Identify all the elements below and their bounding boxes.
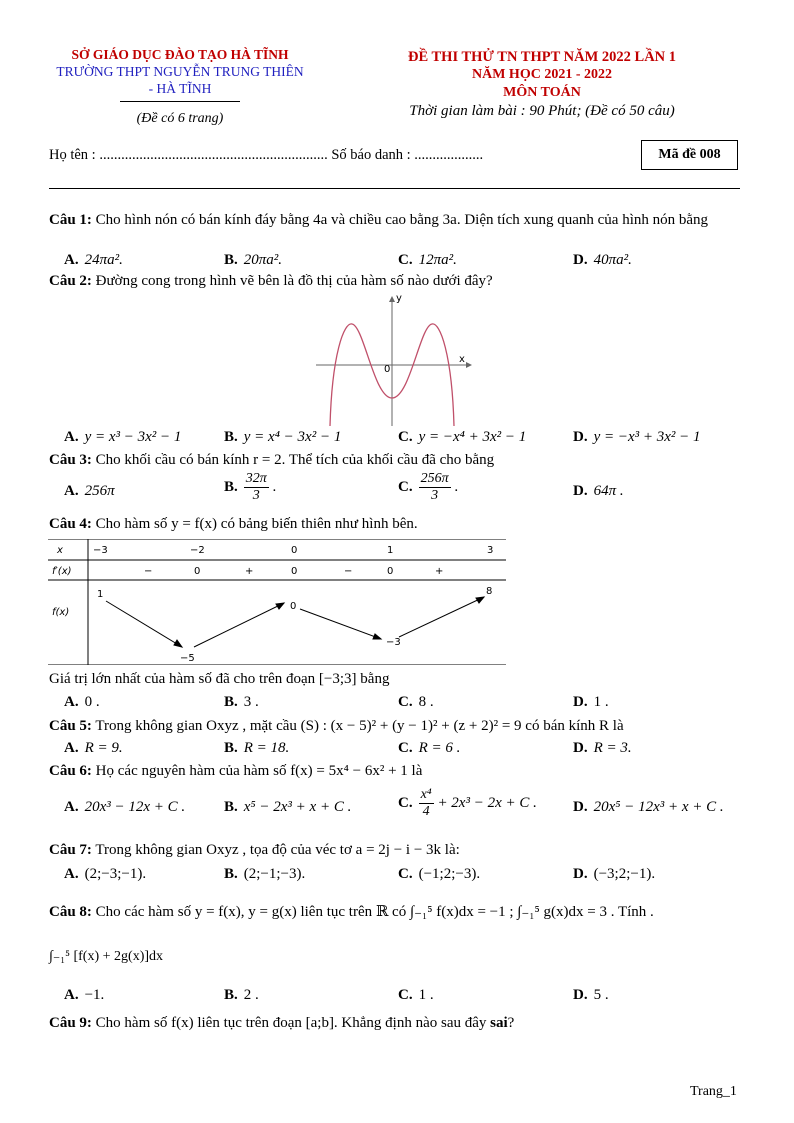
fprime-zero: 0 [387, 566, 394, 577]
q5-option-a[interactable]: A. R = 9. [64, 740, 123, 756]
q6-option-a[interactable]: A. 20x³ − 12x + C . [64, 799, 186, 815]
page-number: Trang_1 [690, 1084, 737, 1099]
x-value: −3 [93, 545, 108, 556]
header-right [372, 48, 712, 120]
question-1 [49, 210, 749, 230]
q1-option-d[interactable]: D. 40πa². [573, 252, 632, 268]
q4-option-d[interactable]: D. 1 . [573, 694, 609, 710]
x-value: 3 [487, 545, 494, 556]
q1-option-c[interactable]: C. 12πa². [398, 252, 457, 268]
fprime-sign: + [245, 566, 254, 577]
pages-note: (Đề có 6 trang) [136, 111, 224, 126]
q8-option-c[interactable]: C. 1 . [398, 987, 434, 1003]
q3-option-b[interactable]: B. $\frac{32\pi}{3}$ . [224, 471, 277, 503]
fprime-sign: + [435, 566, 444, 577]
q2-option-d[interactable]: D. y = −x³ + 3x² − 1 [573, 429, 701, 445]
school-year: NĂM HỌC 2021 - 2022 [472, 67, 612, 82]
q4-option-b[interactable]: B. 3 . [224, 694, 259, 710]
question-4-prompt: Giá trị lớn nhất của hàm số đã cho trên đoạn [−3;3] bằng [49, 671, 390, 687]
fprime-zero: 0 [194, 566, 201, 577]
exam-title: ĐỀ THI THỬ TN THPT NĂM 2022 LẦN 1 [407, 49, 677, 65]
fprime-sign: − [344, 566, 353, 577]
question-3: Câu 3: Cho khối cầu có bán kính r = 2. Thể tích của khối cầu đã cho bằng [49, 452, 495, 468]
question-5: Câu 5: Trong không gian Oxyz , mặt cầu (S) : (x − 5)² + (y − 1)² + (z + 2)² = 9 có bán kính R là [49, 718, 624, 734]
q4-option-a[interactable]: A. 0 . [64, 694, 100, 710]
q5-option-d[interactable]: D. R = 3. [573, 740, 632, 756]
q1-option-b[interactable]: B. 20πa². [224, 252, 283, 268]
x-value: 0 [291, 545, 298, 556]
q7-option-d[interactable]: D. (−3;2;−1). [573, 866, 656, 882]
variation-table [48, 539, 508, 665]
header-divider [120, 101, 240, 102]
arrow-down [300, 609, 381, 639]
f-value: 1 [97, 589, 104, 600]
table-x-label: x [57, 545, 63, 556]
question-7: Câu 7: Trong không gian Oxyz , tọa độ của véc tơ a = 2j − i − 3k là: [49, 842, 460, 858]
y-axis-label: y [396, 294, 402, 304]
function-graph [316, 294, 476, 426]
question-6: Câu 6: Họ các nguyên hàm của hàm số f(x) = 5x⁴ − 6x² + 1 là [49, 763, 423, 779]
exam-code-box: Mã đề 008 [641, 140, 738, 170]
f-value: −3 [386, 637, 401, 648]
q6-option-c[interactable]: C. $\frac{\text{x⁴}}{4}$ + 2x³ − 2x + C . [398, 787, 537, 819]
q2-option-b[interactable]: B. y = x⁴ − 3x² − 1 [224, 429, 342, 445]
q4-option-c[interactable]: C. 8 . [398, 694, 434, 710]
school-location: - HÀ TĨNH [148, 81, 212, 96]
fprime-zero: 0 [291, 566, 298, 577]
y-axis-arrow [389, 296, 395, 302]
q7-option-c[interactable]: C. (−1;2;−3). [398, 866, 481, 882]
f-value: 8 [486, 586, 493, 597]
time-note: Thời gian làm bài : 90 Phút; (Đề có 50 câu) [409, 103, 675, 119]
emphasis-word: sai [490, 1015, 508, 1031]
question-9: Câu 9: Cho hàm số f(x) liên tục trên đoạn [a;b]. Khẳng định nào sau đây sai? [49, 1015, 515, 1031]
q5-option-c[interactable]: C. R = 6 . [398, 740, 461, 756]
q8-integral: ∫₋₁⁵ [f(x) + 2g(x)]dx [49, 949, 164, 964]
q1-option-a[interactable]: A. 24πa². [64, 252, 123, 268]
arrow-up [399, 597, 484, 637]
header-left [40, 46, 320, 127]
question-8: Câu 8: Cho các hàm số y = f(x), y = g(x) liên tục trên ℝ có ∫₋₁⁵ f(x)dx = −1 ; ∫₋₁⁵ g(x)dx = 3 . Tính . [49, 904, 654, 920]
q6-option-d[interactable]: D. 20x⁵ − 12x³ + x + C . [573, 799, 724, 815]
q7-option-b[interactable]: B. (2;−1;−3). [224, 866, 306, 882]
q8-option-b[interactable]: B. 2 . [224, 987, 259, 1003]
q8-option-d[interactable]: D. 5 . [573, 987, 609, 1003]
fprime-sign: − [144, 566, 153, 577]
question-label: Câu 1: [49, 212, 92, 228]
question-text: Cho hình nón có bán kính đáy bằng 4a và chiều cao bằng 3a. Diện tích xung quanh của hình nón bằng [95, 212, 709, 228]
table-f-label: f(x) [52, 607, 70, 618]
department-name: SỞ GIÁO DỤC ĐÀO TẠO HÀ TĨNH [71, 47, 289, 62]
f-value: 0 [290, 601, 297, 612]
question-2: Câu 2: Đường cong trong hình vẽ bên là đồ thị của hàm số nào dưới đây? [49, 273, 493, 289]
name-line: Họ tên : ............................................................... Số báo danh : ................... [49, 147, 484, 163]
q2-option-a[interactable]: A. y = x³ − 3x² − 1 [64, 429, 182, 445]
q3-option-c[interactable]: C. $\frac{256\pi}{3}$ . [398, 471, 459, 503]
x-value: −2 [190, 545, 205, 556]
arrow-down [106, 601, 182, 647]
q7-option-a[interactable]: A. (2;−3;−1). [64, 866, 147, 882]
subject: MÔN TOÁN [503, 85, 581, 100]
question-4: Câu 4: Cho hàm số y = f(x) có bảng biến thiên như hình bên. [49, 516, 418, 532]
q6-option-b[interactable]: B. x⁵ − 2x³ + x + C . [224, 799, 352, 815]
q8-option-a[interactable]: A. −1. [64, 987, 105, 1003]
q3-option-a[interactable]: A. 256π [64, 483, 115, 499]
x-axis-label: x [459, 354, 465, 365]
header-rule [49, 188, 740, 189]
x-axis-arrow [466, 362, 472, 368]
q5-option-b[interactable]: B. R = 18. [224, 740, 290, 756]
x-value: 1 [387, 545, 394, 556]
arrow-up [194, 603, 284, 647]
origin-label: 0 [384, 364, 391, 375]
school-name: TRƯỜNG THPT NGUYỄN TRUNG THIÊN [56, 64, 304, 79]
f-value: −5 [180, 653, 195, 664]
q2-option-c[interactable]: C. y = −x⁴ + 3x² − 1 [398, 429, 527, 445]
table-fprime-label: f′(x) [52, 566, 72, 577]
q3-option-d[interactable]: D. 64π . [573, 483, 624, 499]
